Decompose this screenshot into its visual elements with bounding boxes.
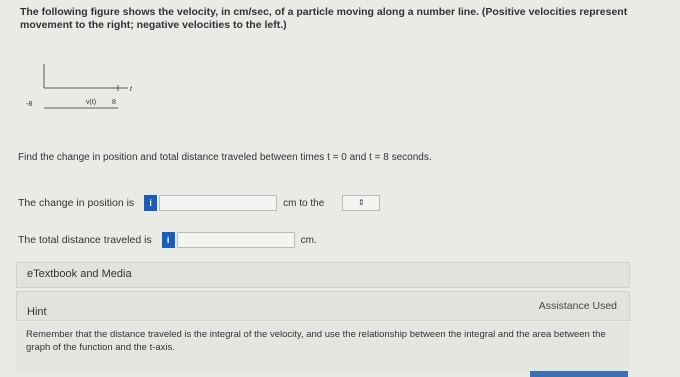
assistance-used-label: Assistance Used xyxy=(538,300,617,312)
total-distance-unit: cm. xyxy=(300,234,317,246)
change-position-row xyxy=(18,195,380,211)
etextbook-media-label: eTextbook and Media xyxy=(27,268,132,280)
v-label: v(t) xyxy=(86,99,97,106)
hint-text: Remember that the distance traveled is the integral of the velocity, and use the relationship between the integral and the area between the graph of the function and the t-axis. xyxy=(16,322,630,372)
left-value-label: -8 xyxy=(26,101,33,108)
total-distance-input[interactable] xyxy=(177,232,295,248)
hint-label: Hint xyxy=(27,306,47,318)
question-text: Find the change in position and total distance traveled between times t = 0 and t = 8 seconds. xyxy=(18,152,432,163)
hint-panel[interactable] xyxy=(16,291,630,321)
change-position-unit: cm to the xyxy=(283,197,325,209)
change-position-label: The change in position is xyxy=(18,197,135,209)
velocity-graph xyxy=(26,58,146,118)
total-distance-label: The total distance traveled is xyxy=(18,234,152,246)
info-icon[interactable]: i xyxy=(144,195,157,211)
etextbook-media-panel[interactable] xyxy=(16,262,630,288)
t-axis-label: t xyxy=(130,86,132,93)
problem-statement: The following figure shows the velocity, in cm/sec, of a particle moving along a number line. (Positive velocities represent movement to the right; negative velocities to the left.) xyxy=(20,6,628,31)
total-distance-row xyxy=(18,232,317,248)
bottom-accent-bar xyxy=(530,371,628,377)
right-value-label: 8 xyxy=(112,99,116,106)
info-icon[interactable]: i xyxy=(162,232,175,248)
change-position-input[interactable] xyxy=(159,195,277,211)
direction-select[interactable]: ⇕ xyxy=(342,195,380,211)
